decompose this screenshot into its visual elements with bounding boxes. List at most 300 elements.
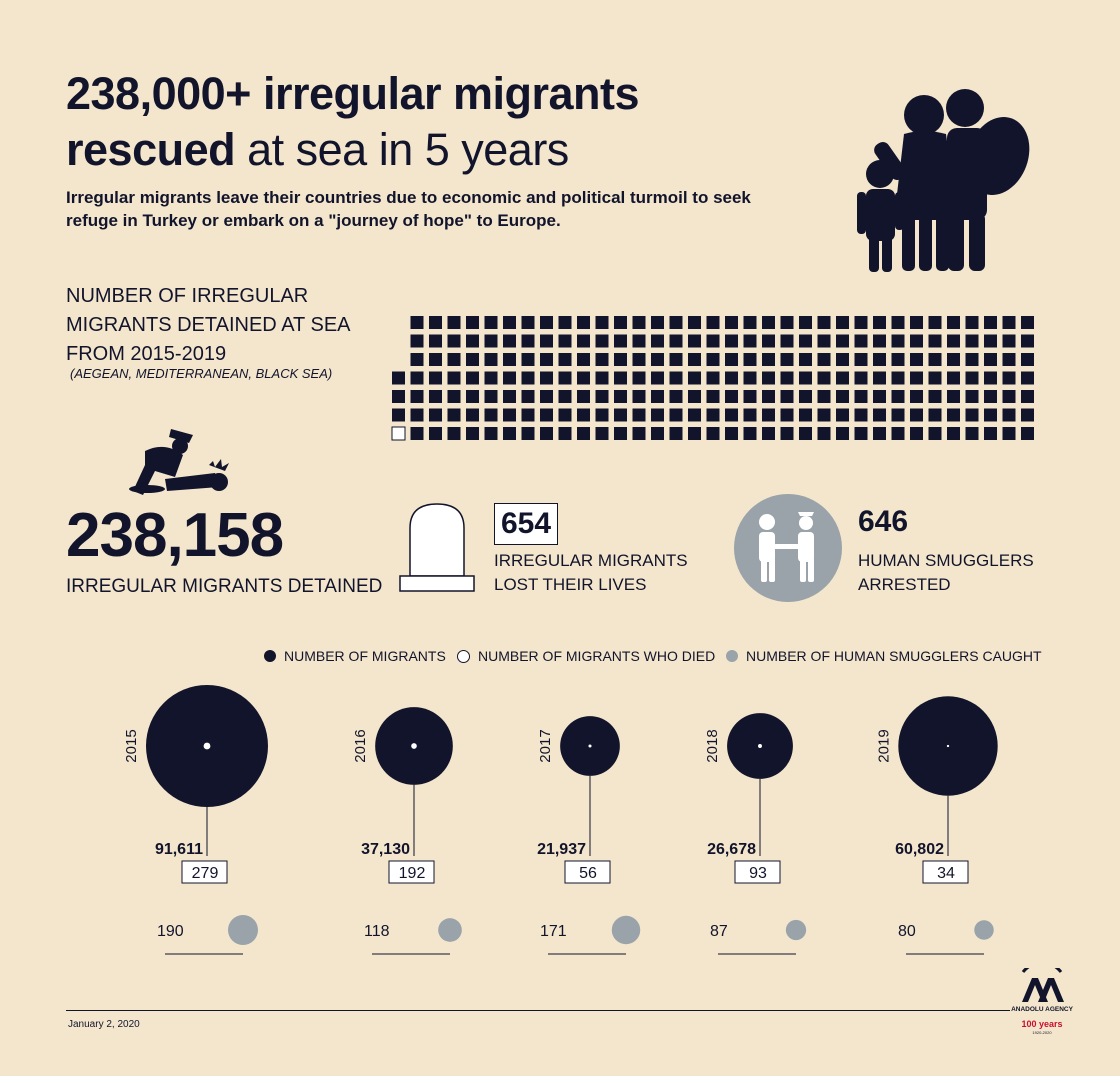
footer-divider xyxy=(66,1010,1010,1011)
waffle-square xyxy=(947,390,960,403)
waffle-square xyxy=(429,372,442,385)
anadolu-agency-logo xyxy=(1010,968,1074,1036)
detained-value: 238,158 xyxy=(66,501,284,570)
waffle-square xyxy=(596,390,609,403)
year-label-2015: 2015 xyxy=(123,729,140,763)
waffle-square xyxy=(633,427,646,440)
waffle-square xyxy=(892,353,905,366)
waffle-square xyxy=(688,335,701,348)
year-label-2017: 2017 xyxy=(537,729,555,763)
waffle-square xyxy=(503,372,516,385)
waffle-square xyxy=(670,316,683,329)
waffle-square xyxy=(633,409,646,422)
waffle-square xyxy=(503,427,516,440)
waffle-square xyxy=(781,316,794,329)
smugglers-bubble-2018 xyxy=(786,920,806,940)
waffle-square xyxy=(411,427,424,440)
waffle-square xyxy=(466,335,479,348)
waffle-square xyxy=(707,390,720,403)
waffle-square xyxy=(448,427,461,440)
waffle-square xyxy=(633,353,646,366)
waffle-square xyxy=(1021,353,1034,366)
waffle-square xyxy=(725,353,738,366)
waffle-square xyxy=(818,390,831,403)
year-label-2016: 2016 xyxy=(352,729,370,763)
waffle-square xyxy=(688,390,701,403)
legend-smugglers-swatch xyxy=(726,650,738,662)
waffle-square xyxy=(1021,372,1034,385)
waffle-square xyxy=(725,409,738,422)
waffle-square xyxy=(744,427,757,440)
smugglers-bubble-2019 xyxy=(974,920,993,939)
waffle-square xyxy=(910,316,923,329)
waffle-square xyxy=(633,316,646,329)
waffle-square xyxy=(966,409,979,422)
waffle-square xyxy=(429,335,442,348)
waffle-square xyxy=(651,427,664,440)
waffle-square xyxy=(947,409,960,422)
smugglers-bubble-2015 xyxy=(228,915,258,945)
waffle-square xyxy=(799,372,812,385)
waffle-square xyxy=(540,353,553,366)
waffle-square xyxy=(466,390,479,403)
waffle-square xyxy=(855,372,868,385)
waffle-square xyxy=(448,335,461,348)
waffle-square xyxy=(429,353,442,366)
waffle-square xyxy=(984,353,997,366)
waffle-square xyxy=(540,409,553,422)
waffle-square xyxy=(725,372,738,385)
waffle-square xyxy=(707,316,720,329)
waffle-square xyxy=(448,390,461,403)
waffle-square xyxy=(503,390,516,403)
waffle-square xyxy=(522,372,535,385)
died-label-line-2: LOST THEIR LIVES xyxy=(494,575,647,594)
waffle-square xyxy=(966,353,979,366)
waffle-square xyxy=(651,353,664,366)
waffle-square xyxy=(966,427,979,440)
waffle-square xyxy=(503,335,516,348)
waffle-square xyxy=(707,427,720,440)
waffle-square xyxy=(707,372,720,385)
waffle-square xyxy=(688,427,701,440)
waffle-square xyxy=(614,409,627,422)
waffle-square xyxy=(873,372,886,385)
waffle-square xyxy=(818,409,831,422)
waffle-square xyxy=(651,372,664,385)
waffle-square xyxy=(947,353,960,366)
legend-smugglers-label: NUMBER OF HUMAN SMUGGLERS CAUGHT xyxy=(746,648,1042,664)
died-dot-2015 xyxy=(204,743,211,750)
waffle-square xyxy=(910,372,923,385)
waffle-square xyxy=(855,316,868,329)
waffle-square xyxy=(651,335,664,348)
waffle-square xyxy=(947,316,960,329)
tombstone-icon xyxy=(398,502,476,594)
waffle-square xyxy=(688,316,701,329)
waffle-square xyxy=(799,353,812,366)
waffle-square xyxy=(559,390,572,403)
title-line-1: 238,000+ irregular migrants xyxy=(66,68,640,119)
waffle-square xyxy=(429,316,442,329)
waffle-square xyxy=(559,427,572,440)
waffle-square xyxy=(966,372,979,385)
waffle-square xyxy=(429,427,442,440)
waffle-square xyxy=(929,353,942,366)
died-dot-2017 xyxy=(588,744,591,747)
waffle-square xyxy=(1003,390,1016,403)
waffle-square xyxy=(1021,427,1034,440)
year-label-2019: 2019 xyxy=(875,729,893,763)
waffle-square xyxy=(596,335,609,348)
smuggler-arrest-icon xyxy=(734,494,842,602)
waffle-square xyxy=(984,316,997,329)
waffle-square xyxy=(485,427,498,440)
waffle-square xyxy=(688,353,701,366)
migrants-value-2018: 26,678 xyxy=(707,841,756,858)
waffle-square xyxy=(633,372,646,385)
waffle-square xyxy=(392,390,405,403)
died-value-2019: 34 xyxy=(937,865,955,882)
legend-died-swatch xyxy=(457,650,470,663)
waffle-square xyxy=(781,409,794,422)
waffle-square xyxy=(522,335,535,348)
smugglers-value-2018: 87 xyxy=(710,923,728,940)
waffle-square xyxy=(411,353,424,366)
waffle-square xyxy=(984,390,997,403)
waffle-square xyxy=(429,409,442,422)
waffle-square xyxy=(855,353,868,366)
waffle-square xyxy=(910,335,923,348)
waffle-square xyxy=(614,335,627,348)
waffle-square xyxy=(799,335,812,348)
waffle-square xyxy=(910,353,923,366)
waffle-square xyxy=(762,316,775,329)
smugglers-value-2019: 80 xyxy=(898,923,916,940)
waffle-square xyxy=(744,390,757,403)
waffle-square xyxy=(984,335,997,348)
waffle-square xyxy=(836,316,849,329)
waffle-square xyxy=(614,427,627,440)
waffle-square xyxy=(614,316,627,329)
waffle-square xyxy=(392,427,405,440)
waffle-square xyxy=(818,335,831,348)
waffle-square xyxy=(429,390,442,403)
waffle-square xyxy=(670,427,683,440)
waffle-square xyxy=(448,353,461,366)
waffle-square xyxy=(1021,390,1034,403)
waffle-square xyxy=(762,427,775,440)
waffle-square xyxy=(836,427,849,440)
waffle-square xyxy=(651,409,664,422)
waffle-square xyxy=(411,372,424,385)
smugglers-value: 646 xyxy=(858,505,909,538)
waffle-square xyxy=(466,372,479,385)
waffle-square xyxy=(984,427,997,440)
waffle-square xyxy=(559,409,572,422)
waffle-square xyxy=(411,390,424,403)
smugglers-value-2016: 118 xyxy=(364,923,390,940)
legend-smugglers xyxy=(726,648,1042,664)
legend-died-label: NUMBER OF MIGRANTS WHO DIED xyxy=(478,648,716,664)
migrants-value-2016: 37,130 xyxy=(361,841,410,858)
waffle-square xyxy=(522,316,535,329)
title-light-text: at sea in 5 years xyxy=(247,124,569,175)
waffle-square xyxy=(503,409,516,422)
waffle-square xyxy=(725,316,738,329)
waffle-square xyxy=(873,335,886,348)
died-value-2015: 279 xyxy=(191,865,219,882)
waffle-grid xyxy=(390,314,1050,454)
waffle-square xyxy=(873,316,886,329)
waffle-square xyxy=(910,409,923,422)
waffle-square xyxy=(818,372,831,385)
legend-migrants-swatch xyxy=(264,650,276,662)
waffle-square xyxy=(892,372,905,385)
waffle-square xyxy=(966,316,979,329)
waffle-square xyxy=(503,353,516,366)
waffle-square xyxy=(725,335,738,348)
waffle-square xyxy=(929,316,942,329)
waffle-square xyxy=(411,335,424,348)
yearly-bubble-chart xyxy=(0,670,1120,970)
year-label-2018: 2018 xyxy=(704,729,722,763)
waffle-square xyxy=(1021,335,1034,348)
waffle-square xyxy=(947,335,960,348)
waffle-square xyxy=(744,316,757,329)
waffle-subtitle: (AEGEAN, MEDITERRANEAN, BLACK SEA) xyxy=(70,366,333,381)
waffle-title: NUMBER OF IRREGULAR MIGRANTS DETAINED AT SEA FROM 2015-2019 xyxy=(66,285,350,365)
waffle-square xyxy=(522,390,535,403)
waffle-square xyxy=(577,316,590,329)
waffle-square xyxy=(1021,409,1034,422)
waffle-square xyxy=(411,409,424,422)
waffle-square xyxy=(781,372,794,385)
waffle-square xyxy=(559,335,572,348)
arrest-icon xyxy=(125,425,235,495)
waffle-square xyxy=(892,335,905,348)
smugglers-label-line-1: HUMAN SMUGGLERS xyxy=(858,551,1034,570)
died-value-2016: 192 xyxy=(398,865,426,882)
waffle-square xyxy=(762,372,775,385)
waffle-square xyxy=(651,316,664,329)
waffle-square xyxy=(855,390,868,403)
waffle-square xyxy=(1003,335,1016,348)
waffle-square xyxy=(651,390,664,403)
died-value-2017: 56 xyxy=(579,865,597,882)
waffle-square xyxy=(559,372,572,385)
waffle-square xyxy=(577,409,590,422)
died-dot-2016 xyxy=(411,743,417,749)
waffle-square xyxy=(762,390,775,403)
smugglers-label-line-2: ARRESTED xyxy=(858,575,951,594)
died-value-box: 654 xyxy=(494,503,558,545)
died-label-line-1: IRREGULAR MIGRANTS xyxy=(494,551,688,570)
detained-label: IRREGULAR MIGRANTS DETAINED xyxy=(66,576,383,597)
logo-years: 100 years xyxy=(1021,1019,1063,1029)
waffle-square xyxy=(910,390,923,403)
waffle-square xyxy=(781,353,794,366)
waffle-square xyxy=(781,390,794,403)
waffle-square xyxy=(873,353,886,366)
logo-range: 1920-2020 xyxy=(1032,1030,1052,1035)
waffle-square xyxy=(485,372,498,385)
waffle-square xyxy=(947,427,960,440)
waffle-square xyxy=(392,372,405,385)
waffle-square xyxy=(411,316,424,329)
waffle-square xyxy=(596,409,609,422)
waffle-square xyxy=(448,409,461,422)
waffle-square xyxy=(818,316,831,329)
waffle-square xyxy=(1003,316,1016,329)
waffle-square xyxy=(855,335,868,348)
waffle-square xyxy=(799,316,812,329)
waffle-square xyxy=(596,372,609,385)
smugglers-label xyxy=(858,549,1034,597)
waffle-square xyxy=(577,427,590,440)
waffle-square xyxy=(818,427,831,440)
waffle-square xyxy=(762,335,775,348)
legend-migrants xyxy=(264,648,446,664)
waffle-square xyxy=(485,316,498,329)
waffle-square xyxy=(614,372,627,385)
waffle-square xyxy=(596,316,609,329)
logo-text: ANADOLU AGENCY xyxy=(1011,1006,1073,1013)
waffle-square xyxy=(762,409,775,422)
waffle-square xyxy=(892,409,905,422)
waffle-square xyxy=(725,390,738,403)
legend-died xyxy=(457,648,715,664)
migrants-value-2017: 21,937 xyxy=(537,841,586,858)
page-title xyxy=(66,66,639,178)
waffle-square xyxy=(448,372,461,385)
smugglers-bubble-2016 xyxy=(438,918,462,942)
waffle-square xyxy=(836,372,849,385)
waffle-square xyxy=(485,409,498,422)
waffle-square xyxy=(596,353,609,366)
waffle-square xyxy=(984,372,997,385)
waffle-square xyxy=(707,335,720,348)
smugglers-bubble-2017 xyxy=(612,916,640,944)
waffle-square xyxy=(577,353,590,366)
waffle-square xyxy=(540,427,553,440)
waffle-square xyxy=(873,409,886,422)
waffle-square xyxy=(466,427,479,440)
died-dot-2019 xyxy=(947,745,949,747)
waffle-square xyxy=(892,316,905,329)
waffle-square xyxy=(670,372,683,385)
waffle-square xyxy=(577,372,590,385)
waffle-square xyxy=(929,427,942,440)
waffle-square xyxy=(485,335,498,348)
waffle-square xyxy=(540,335,553,348)
family-icon xyxy=(850,88,1035,274)
waffle-square xyxy=(577,335,590,348)
waffle-square xyxy=(670,409,683,422)
waffle-square xyxy=(540,390,553,403)
smugglers-value-2017: 171 xyxy=(540,923,567,940)
waffle-square xyxy=(762,353,775,366)
waffle-square xyxy=(799,409,812,422)
waffle-square xyxy=(744,372,757,385)
waffle-square xyxy=(522,353,535,366)
waffle-square xyxy=(540,316,553,329)
died-dot-2018 xyxy=(758,744,762,748)
waffle-square xyxy=(873,390,886,403)
waffle-square xyxy=(1021,316,1034,329)
waffle-square xyxy=(836,409,849,422)
legend-migrants-label: NUMBER OF MIGRANTS xyxy=(284,648,446,664)
waffle-square xyxy=(892,390,905,403)
waffle-square xyxy=(485,390,498,403)
waffle-square xyxy=(1003,353,1016,366)
waffle-square xyxy=(577,390,590,403)
waffle-square xyxy=(559,316,572,329)
waffle-square xyxy=(929,390,942,403)
waffle-square xyxy=(966,390,979,403)
waffle-square xyxy=(707,353,720,366)
waffle-square xyxy=(670,335,683,348)
died-label xyxy=(494,549,688,597)
waffle-square xyxy=(836,353,849,366)
migrants-value-2015: 91,611 xyxy=(154,841,203,858)
waffle-square xyxy=(818,353,831,366)
waffle-square xyxy=(929,372,942,385)
waffle-square xyxy=(910,427,923,440)
waffle-square xyxy=(522,409,535,422)
waffle-square xyxy=(966,335,979,348)
waffle-square xyxy=(725,427,738,440)
migrants-value-2019: 60,802 xyxy=(895,841,944,858)
waffle-square xyxy=(688,372,701,385)
waffle-square xyxy=(855,427,868,440)
waffle-square xyxy=(744,353,757,366)
waffle-square xyxy=(670,353,683,366)
waffle-square xyxy=(836,390,849,403)
waffle-square xyxy=(929,409,942,422)
waffle-square xyxy=(614,390,627,403)
waffle-square xyxy=(707,409,720,422)
waffle-square xyxy=(614,353,627,366)
waffle-square xyxy=(540,372,553,385)
waffle-square xyxy=(503,316,516,329)
waffle-square xyxy=(1003,372,1016,385)
waffle-square xyxy=(392,409,405,422)
waffle-square xyxy=(633,335,646,348)
waffle-square xyxy=(633,390,646,403)
waffle-square xyxy=(799,390,812,403)
waffle-square xyxy=(522,427,535,440)
subtitle: Irregular migrants leave their countries due to economic and political turmoil to seek refuge in Turkey or embark on a "journey of hope" to Europe. xyxy=(66,188,751,230)
waffle-square xyxy=(485,353,498,366)
waffle-square xyxy=(744,335,757,348)
waffle-square xyxy=(836,335,849,348)
waffle-square xyxy=(466,316,479,329)
waffle-square xyxy=(596,427,609,440)
waffle-square xyxy=(799,427,812,440)
smugglers-value-2015: 190 xyxy=(157,923,184,940)
waffle-square xyxy=(781,427,794,440)
waffle-square xyxy=(929,335,942,348)
waffle-square xyxy=(448,316,461,329)
waffle-square xyxy=(781,335,794,348)
waffle-square xyxy=(466,409,479,422)
waffle-square xyxy=(855,409,868,422)
waffle-square xyxy=(559,353,572,366)
waffle-square xyxy=(1003,427,1016,440)
waffle-square xyxy=(688,409,701,422)
title-bold-word: rescued xyxy=(66,124,236,175)
